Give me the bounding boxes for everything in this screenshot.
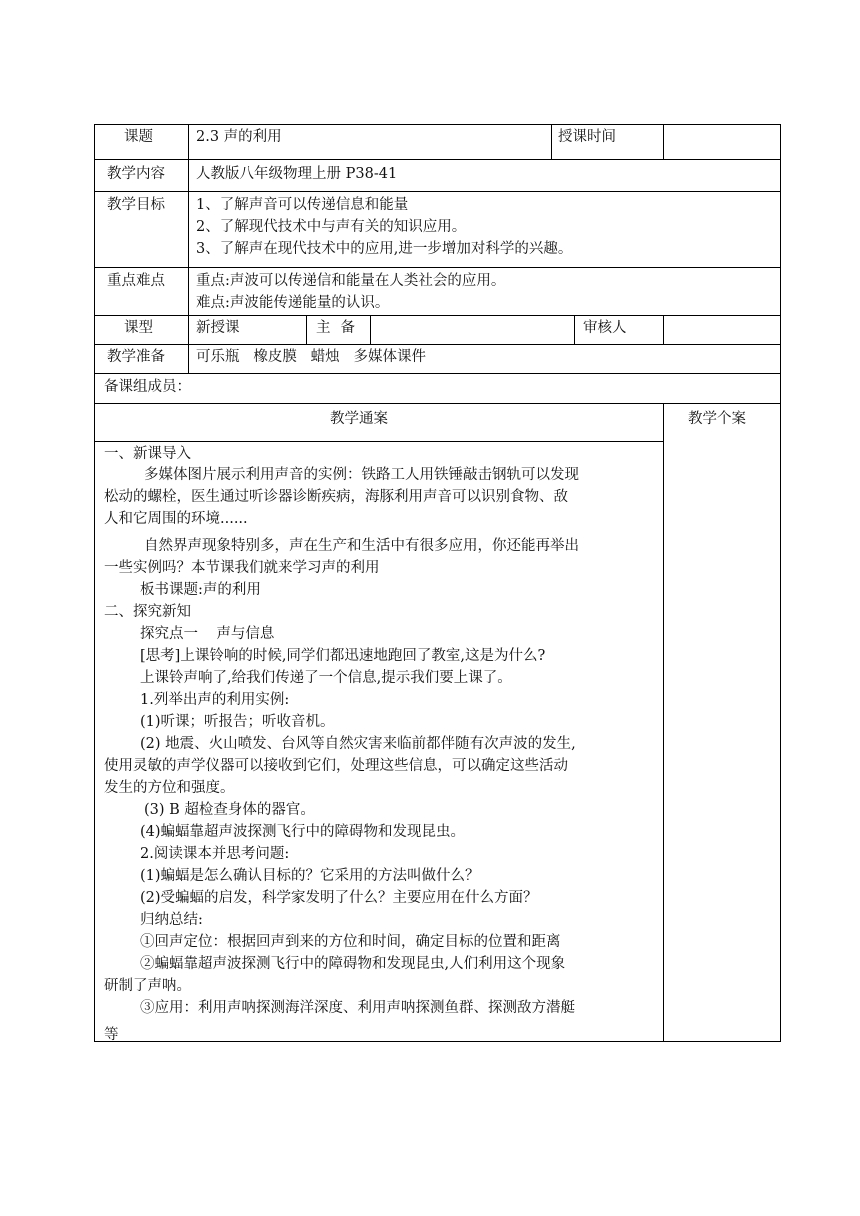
grid-line xyxy=(94,344,781,345)
grid-line xyxy=(94,124,781,125)
section-header-general-plan: 教学通案 xyxy=(330,411,388,427)
body-line: (1)听课；听报告；听收音机。 xyxy=(140,714,335,730)
label-preparation: 教学准备 xyxy=(107,349,165,365)
body-line: 人和它周围的环境...... xyxy=(104,511,248,527)
body-line: 使用灵敏的声学仪器可以接收到它们，处理这些信息，可以确定这些活动 xyxy=(104,758,568,774)
label-key-points: 重点难点 xyxy=(107,273,165,289)
grid-line xyxy=(574,315,575,345)
label-content: 教学内容 xyxy=(107,166,165,182)
objective-line: 1、了解声音可以传递信息和能量 xyxy=(196,197,409,213)
body-line: 1.列举出声的利用实例: xyxy=(140,692,290,708)
value-content: 人教版八年级物理上册 P38-41 xyxy=(196,166,398,182)
grid-line xyxy=(370,315,371,345)
grid-line xyxy=(780,124,781,1042)
body-line: 研制了声呐。 xyxy=(104,978,191,994)
body-line: ②蝙蝠靠超声波探测飞行中的障碍物和发现昆虫,人们利用这个现象 xyxy=(140,956,566,972)
grid-line xyxy=(94,373,781,374)
body-line: 发生的方位和强度。 xyxy=(104,780,235,796)
body-line: 归纳总结: xyxy=(140,912,203,928)
body-line: (2)受蝙蝠的启发，科学家发明了什么？主要应用在什么方面？ xyxy=(140,890,538,906)
body-line: 板书课题:声的利用 xyxy=(140,582,261,598)
grid-line xyxy=(663,403,664,1042)
grid-line xyxy=(94,315,781,316)
body-line: 等 xyxy=(104,1027,119,1041)
grid-line xyxy=(94,267,781,268)
objective-line: 3、了解声在现代技术中的应用,进一步增加对科学的兴趣。 xyxy=(196,241,573,257)
body-line: 多媒体图片展示利用声音的实例：铁路工人用铁锤敲击钢轨可以发现 xyxy=(144,467,579,483)
body-line: [思考]上课铃响的时候,同学们都迅速地跑回了教室,这是为什么? xyxy=(140,648,546,664)
body-line: (2) 地震、火山喷发、台风等自然灾害来临前都伴随有次声波的发生, xyxy=(140,736,576,752)
value-topic: 2.3 声的利用 xyxy=(196,129,282,145)
grid-line xyxy=(94,159,781,160)
label-lesson-type: 课型 xyxy=(124,320,153,336)
grid-line xyxy=(306,315,307,345)
grid-line xyxy=(663,124,664,160)
body-line: 2.阅读课本并思考问题: xyxy=(140,846,290,862)
grid-line xyxy=(94,124,95,1042)
label-preparer: 主备 xyxy=(316,320,365,336)
lesson-body xyxy=(98,443,663,1041)
body-line: 二、探究新知 xyxy=(104,604,191,620)
body-line: 探究点一 声与信息 xyxy=(140,626,275,642)
body-line: 一、新课导入 xyxy=(104,446,191,462)
body-line: 上课铃声响了,给我们传递了一个信息,提示我们要上课了。 xyxy=(140,670,512,686)
grid-line xyxy=(188,124,189,374)
body-line: ①回声定位：根据回声到来的方位和时间，确定目标的位置和距离 xyxy=(140,934,561,950)
section-header-personal-plan: 教学个案 xyxy=(688,411,746,427)
grid-line xyxy=(94,441,664,442)
body-line: ③应用：利用声呐探测海洋深度、利用声呐探测鱼群、探测敌方潜艇 xyxy=(140,1000,575,1016)
label-members: 备课组成员： xyxy=(104,379,191,395)
key-point-line: 难点:声波能传递能量的认识。 xyxy=(196,295,390,311)
key-point-line: 重点:声波可以传递信和能量在人类社会的应用。 xyxy=(196,273,506,289)
body-line: 松动的螺栓，医生通过听诊器诊断疾病，海豚利用声音可以识别食物、敌 xyxy=(104,489,568,505)
body-line: 自然界声现象特别多，声在生产和生活中有很多应用，你还能再举出 xyxy=(144,538,579,554)
grid-line xyxy=(94,1041,781,1042)
grid-line xyxy=(94,403,781,404)
objective-line: 2、了解现代技术中与声有关的知识应用。 xyxy=(196,219,467,235)
body-line: (1)蝙蝠是怎么确认目标的？它采用的方法叫做什么？ xyxy=(140,868,480,884)
value-preparation: 可乐瓶 橡皮膜 蜡烛 多媒体课件 xyxy=(196,349,426,365)
body-line: (3) B 超检查身体的器官。 xyxy=(144,802,315,818)
label-reviewer: 审核人 xyxy=(583,320,627,336)
body-line: 一些实例吗？本节课我们就来学习声的利用 xyxy=(104,560,380,576)
value-lesson-type: 新授课 xyxy=(196,320,240,336)
label-objectives: 教学目标 xyxy=(107,197,165,213)
grid-line xyxy=(94,191,781,192)
label-topic: 课题 xyxy=(124,129,153,145)
label-class-time: 授课时间 xyxy=(558,129,616,145)
body-line: (4)蝙蝠靠超声波探测飞行中的障碍物和发现昆虫。 xyxy=(140,824,466,840)
grid-line xyxy=(551,124,552,160)
grid-line xyxy=(663,315,664,345)
